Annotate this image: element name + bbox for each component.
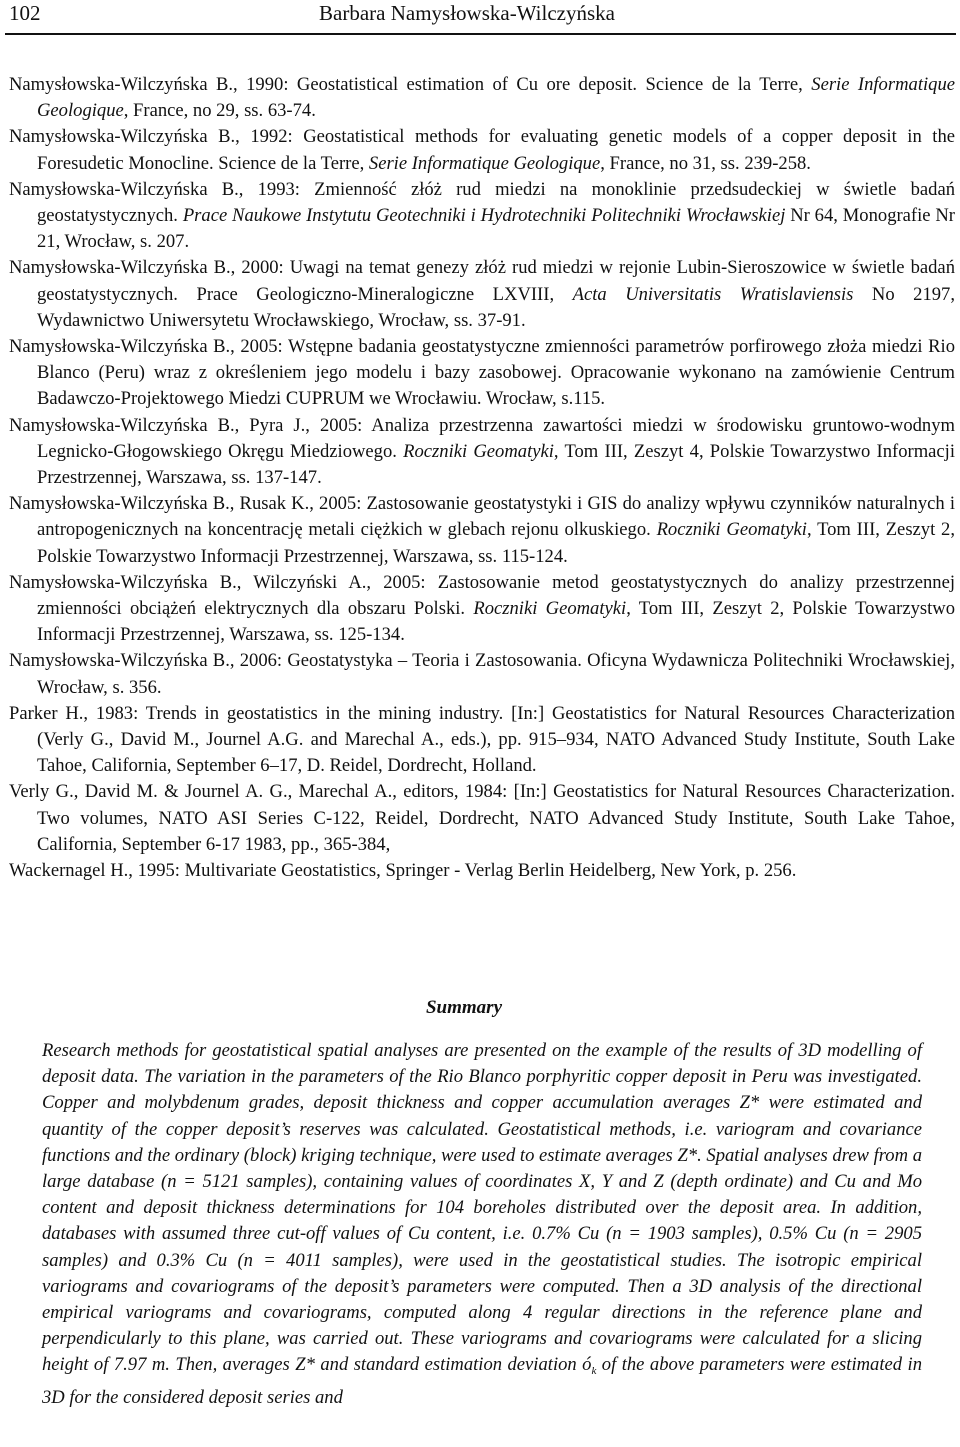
summary-title: Summary	[425, 997, 503, 1018]
reference-item	[9, 779, 955, 858]
reference-italic: Acta Universitatis Wratislaviensis	[572, 283, 854, 305]
reference-italic: Roczniki Geomatyki	[403, 440, 554, 462]
reference-post: Nr 64, Monografie Nr 21, Wrocław, s. 207.	[37, 205, 956, 253]
reference-item	[9, 701, 955, 780]
reference-pre: Wackernagel H., 1995: Multivariate Geostatistics, Springer - Verlag Berlin Heidelberg, New York, p. 256.	[9, 860, 797, 882]
summary-body: Research methods for geostatistical spatial analyses are presented on the example of the results of 3D modelling of deposit data. The variation in the parameters of the Rio Blanco porphyritic copper deposit in Peru was investigated. Copper and molybdenum grades, deposit thickness and copper accumulation averages Z* were estimated and quantity of the copper deposit’s reserves was calculated. Geostatistical methods, i.e. variogram and covariance functions and the ordinary (block) kriging technique, were used to estimate averages Z*. Spatial analyses drew from a large database (n = 5121 samples), containing values of coordinates X, Y and Z (depth ordinate) and Cu and Mo content and deposit thickness determinations for 104 boreholes distributed over the deposit area. In addition, databases with assumed three cut-off values of Cu content, i.e. 0.7% Cu (n = 1903 samples), 0.5% Cu (n = 2905 samples) and 0.3% Cu (n = 4011 samples), were used in the geostatistical studies. The isotropic empirical variograms and covariograms of the deposit’s parameters were computed. Then a 3D analysis of the directional empirical variograms and covariograms, computed along 4 regular directions in the reference plane and perpendicularly to this plane, was carried out. These variograms and covariograms were calculated for a slicing height of 7.97 m. Then, averages Z* and standard estimation deviation ó	[42, 1040, 922, 1376]
reference-italic: Serie Informatique Geologique	[37, 74, 955, 122]
reference-italic: Roczniki Geomatyki	[656, 519, 807, 541]
reference-pre: Namysłowska-Wilczyńska B., 2000: Uwagi na temat genezy złóż rud miedzi w rejonie Lubin-Sieroszowice w świetle badań geostatystycznych. Prace Geologiczno-Mineralogiczne LXVIII,	[9, 257, 955, 305]
reference-italic: Serie Informatique Geologique	[368, 152, 601, 174]
reference-pre: Verly G., David M. & Journel A. G., Marechal A., editors, 1984: [In:] Geostatistics for Natural Resources Characterization. Two volumes, NATO ASI Series C-122, Reidel, Dordrecht, NATO Advanced Study Institute, South Lake Tahoe, California, September 6-17 1983, pp., 365-384,	[9, 781, 955, 855]
reference-item	[9, 334, 955, 413]
reference-post: , France, no 31, ss. 239-258.	[600, 152, 811, 174]
reference-post: No 2197, Wydawnictwo Uniwersytetu Wrocławskiego, Wrocław, ss. 37-91.	[37, 283, 955, 331]
summary-body-end: of the above parameters were estimated in 3D for the considered deposit series and	[42, 1354, 922, 1408]
reference-pre: Namysłowska-Wilczyńska B., 1992: Geostatistical methods for evaluating genetic models of a copper deposit in the Foresudetic Monocline. Science de la Terre,	[9, 126, 955, 174]
reference-pre: Namysłowska-Wilczyńska B., Pyra J., 2005: Analiza przestrzenna zawartości miedzi w środowisku gruntowo-wodnym Legnicko-Głogowskiego Okręgu Miedziowego.	[9, 414, 955, 462]
summary-subscript: k	[591, 1365, 597, 1378]
reference-item	[9, 491, 955, 570]
reference-pre: Parker H., 1983: Trends in geostatistics in the mining industry. [In:] Geostatistics for Natural Resources Characterization (Verly G., David M., Journel A.G. and Marechal A., eds.), pp. 915–934, NATO Advanced Study Institute, South Lake Tahoe, California, September 6–17, D. Reidel, Dordrecht, Holland.	[9, 702, 955, 777]
running-author: Barbara Namysłowska-Wilczyńska	[319, 1, 615, 25]
reference-item	[9, 858, 955, 884]
reference-item	[9, 72, 955, 124]
reference-pre: Namysłowska-Wilczyńska B., 2005: Wstępne badania geostatystyczne zmienności parametrów porfirowego złoża miedzi Rio Blanco (Peru) wraz z określeniem jego modelu i bazy zasobowej. Opracowanie wykonano na zamówienie Centrum Badawczo-Projektowego Miedzi CUPRUM we Wrocławiu. Wrocław, s.115.	[9, 336, 955, 410]
reference-pre: Namysłowska-Wilczyńska B., 2006: Geostatystyka – Teoria i Zastosowania. Oficyna Wydawnicza Politechniki Wrocławskiej, Wrocław, s. 356.	[9, 650, 955, 698]
reference-italic: Roczniki Geomatyki	[473, 598, 627, 620]
reference-pre: Namysłowska-Wilczyńska B., 1990: Geostatistical estimation of Cu ore deposit. Science de la Terre,	[9, 74, 812, 95]
header-rule	[5, 33, 956, 35]
reference-item	[9, 570, 955, 649]
summary-text	[42, 1038, 922, 1411]
reference-post: , France, no 29, ss. 63-74.	[123, 100, 316, 122]
page-number: 102	[9, 1, 41, 25]
reference-post: , Tom III, Zeszyt 2, Polskie Towarzystwo Informacji Przestrzennej, Warszawa, ss. 115-124.	[37, 519, 956, 567]
reference-item	[9, 648, 955, 700]
reference-post: , Tom III, Zeszyt 2, Polskie Towarzystwo Informacji Przestrzennej, Warszawa, ss. 125-134.	[37, 598, 956, 646]
reference-item	[9, 177, 955, 256]
reference-item	[9, 255, 955, 334]
reference-italic: Prace Naukowe Instytutu Geotechniki i Hydrotechniki Politechniki Wrocławskiej	[182, 205, 786, 227]
reference-pre: Namysłowska-Wilczyńska B., Wilczyński A., 2005: Zastosowanie metod geostatystycznych do analizy przestrzennej zmienności obciążeń elektrycznych dla obszaru Polski.	[9, 571, 955, 620]
reference-post: , Tom III, Zeszyt 4, Polskie Towarzystwo Informacji Przestrzennej, Warszawa, ss. 137-147.	[37, 440, 956, 489]
reference-item	[9, 124, 955, 176]
reference-item	[9, 413, 955, 492]
page-header	[0, 0, 960, 34]
reference-pre: Namysłowska-Wilczyńska B., 1993: Zmienność złóż rud miedzi na monoklinie przedsudeckiej w świetle badań geostatystycznych.	[9, 178, 955, 227]
reference-list	[9, 72, 955, 884]
reference-pre: Namysłowska-Wilczyńska B., Rusak K., 2005: Zastosowanie geostatystyki i GIS do analizy wpływu czynników naturalnych i antropogenicznych na koncentrację metali ciężkich w glebach rejonu olkuskiego.	[9, 493, 955, 541]
